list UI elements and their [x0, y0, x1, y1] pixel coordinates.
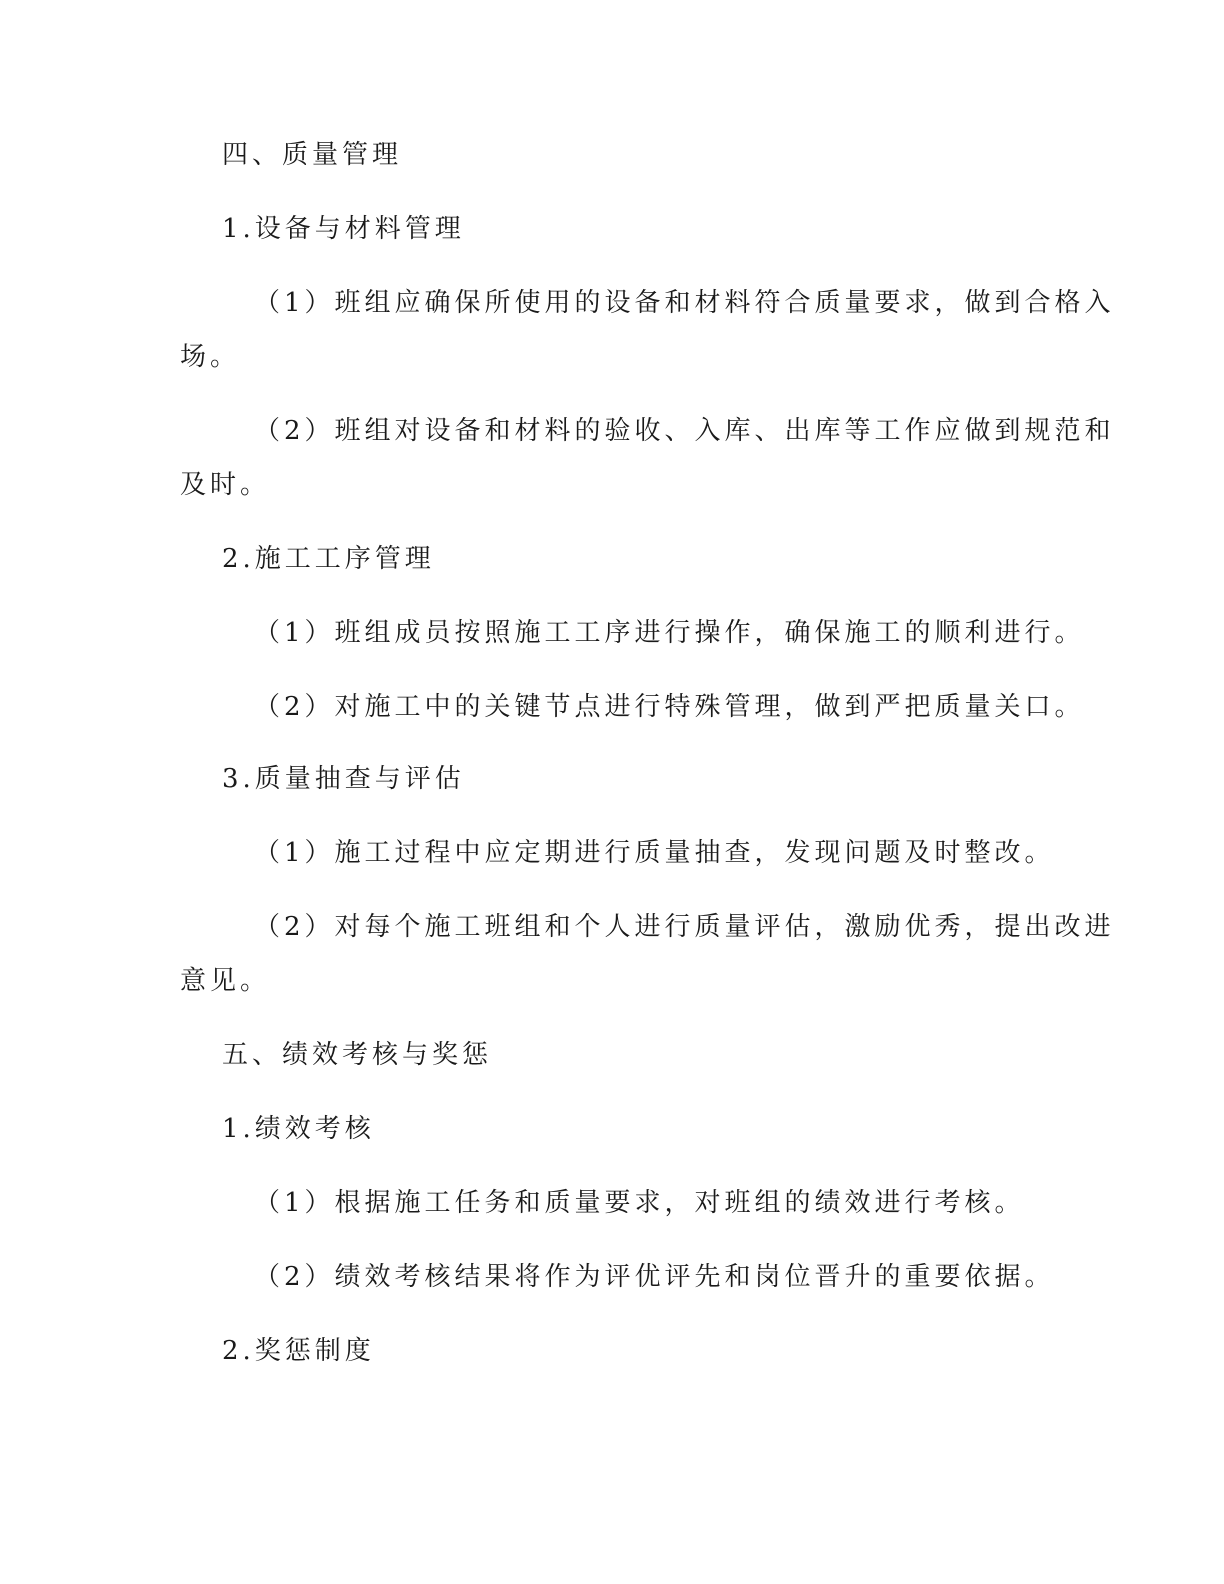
subsection-heading: 2.奖惩制度: [222, 1336, 375, 1366]
subsection-heading: 2.施工工序管理: [222, 544, 435, 574]
paragraph-line: 意见。: [180, 966, 271, 996]
paragraph-line: （2）对每个施工班组和个人进行质量评估，激励优秀，提出改进: [254, 912, 1115, 942]
subsection-heading: 3.质量抽查与评估: [222, 764, 465, 794]
section-heading: 四、质量管理: [222, 140, 403, 170]
section-heading: 五、绩效考核与奖惩: [222, 1040, 493, 1070]
paragraph-line: （1）班组成员按照施工工序进行操作，确保施工的顺利进行。: [254, 618, 1085, 648]
paragraph-line: （1）根据施工任务和质量要求，对班组的绩效进行考核。: [254, 1188, 1025, 1218]
paragraph-line: （1）班组应确保所使用的设备和材料符合质量要求，做到合格入: [254, 288, 1115, 318]
subsection-heading: 1.设备与材料管理: [222, 214, 465, 244]
paragraph-line: （2）绩效考核结果将作为评优评先和岗位晋升的重要依据。: [254, 1262, 1055, 1292]
paragraph-line: （2）对施工中的关键节点进行特殊管理，做到严把质量关口。: [254, 692, 1085, 722]
paragraph-line: 及时。: [180, 470, 271, 500]
paragraph-line: （1）施工过程中应定期进行质量抽查，发现问题及时整改。: [254, 838, 1055, 868]
subsection-heading: 1.绩效考核: [222, 1114, 375, 1144]
paragraph-line: 场。: [180, 342, 241, 372]
paragraph-line: （2）班组对设备和材料的验收、入库、出库等工作应做到规范和: [254, 416, 1115, 446]
